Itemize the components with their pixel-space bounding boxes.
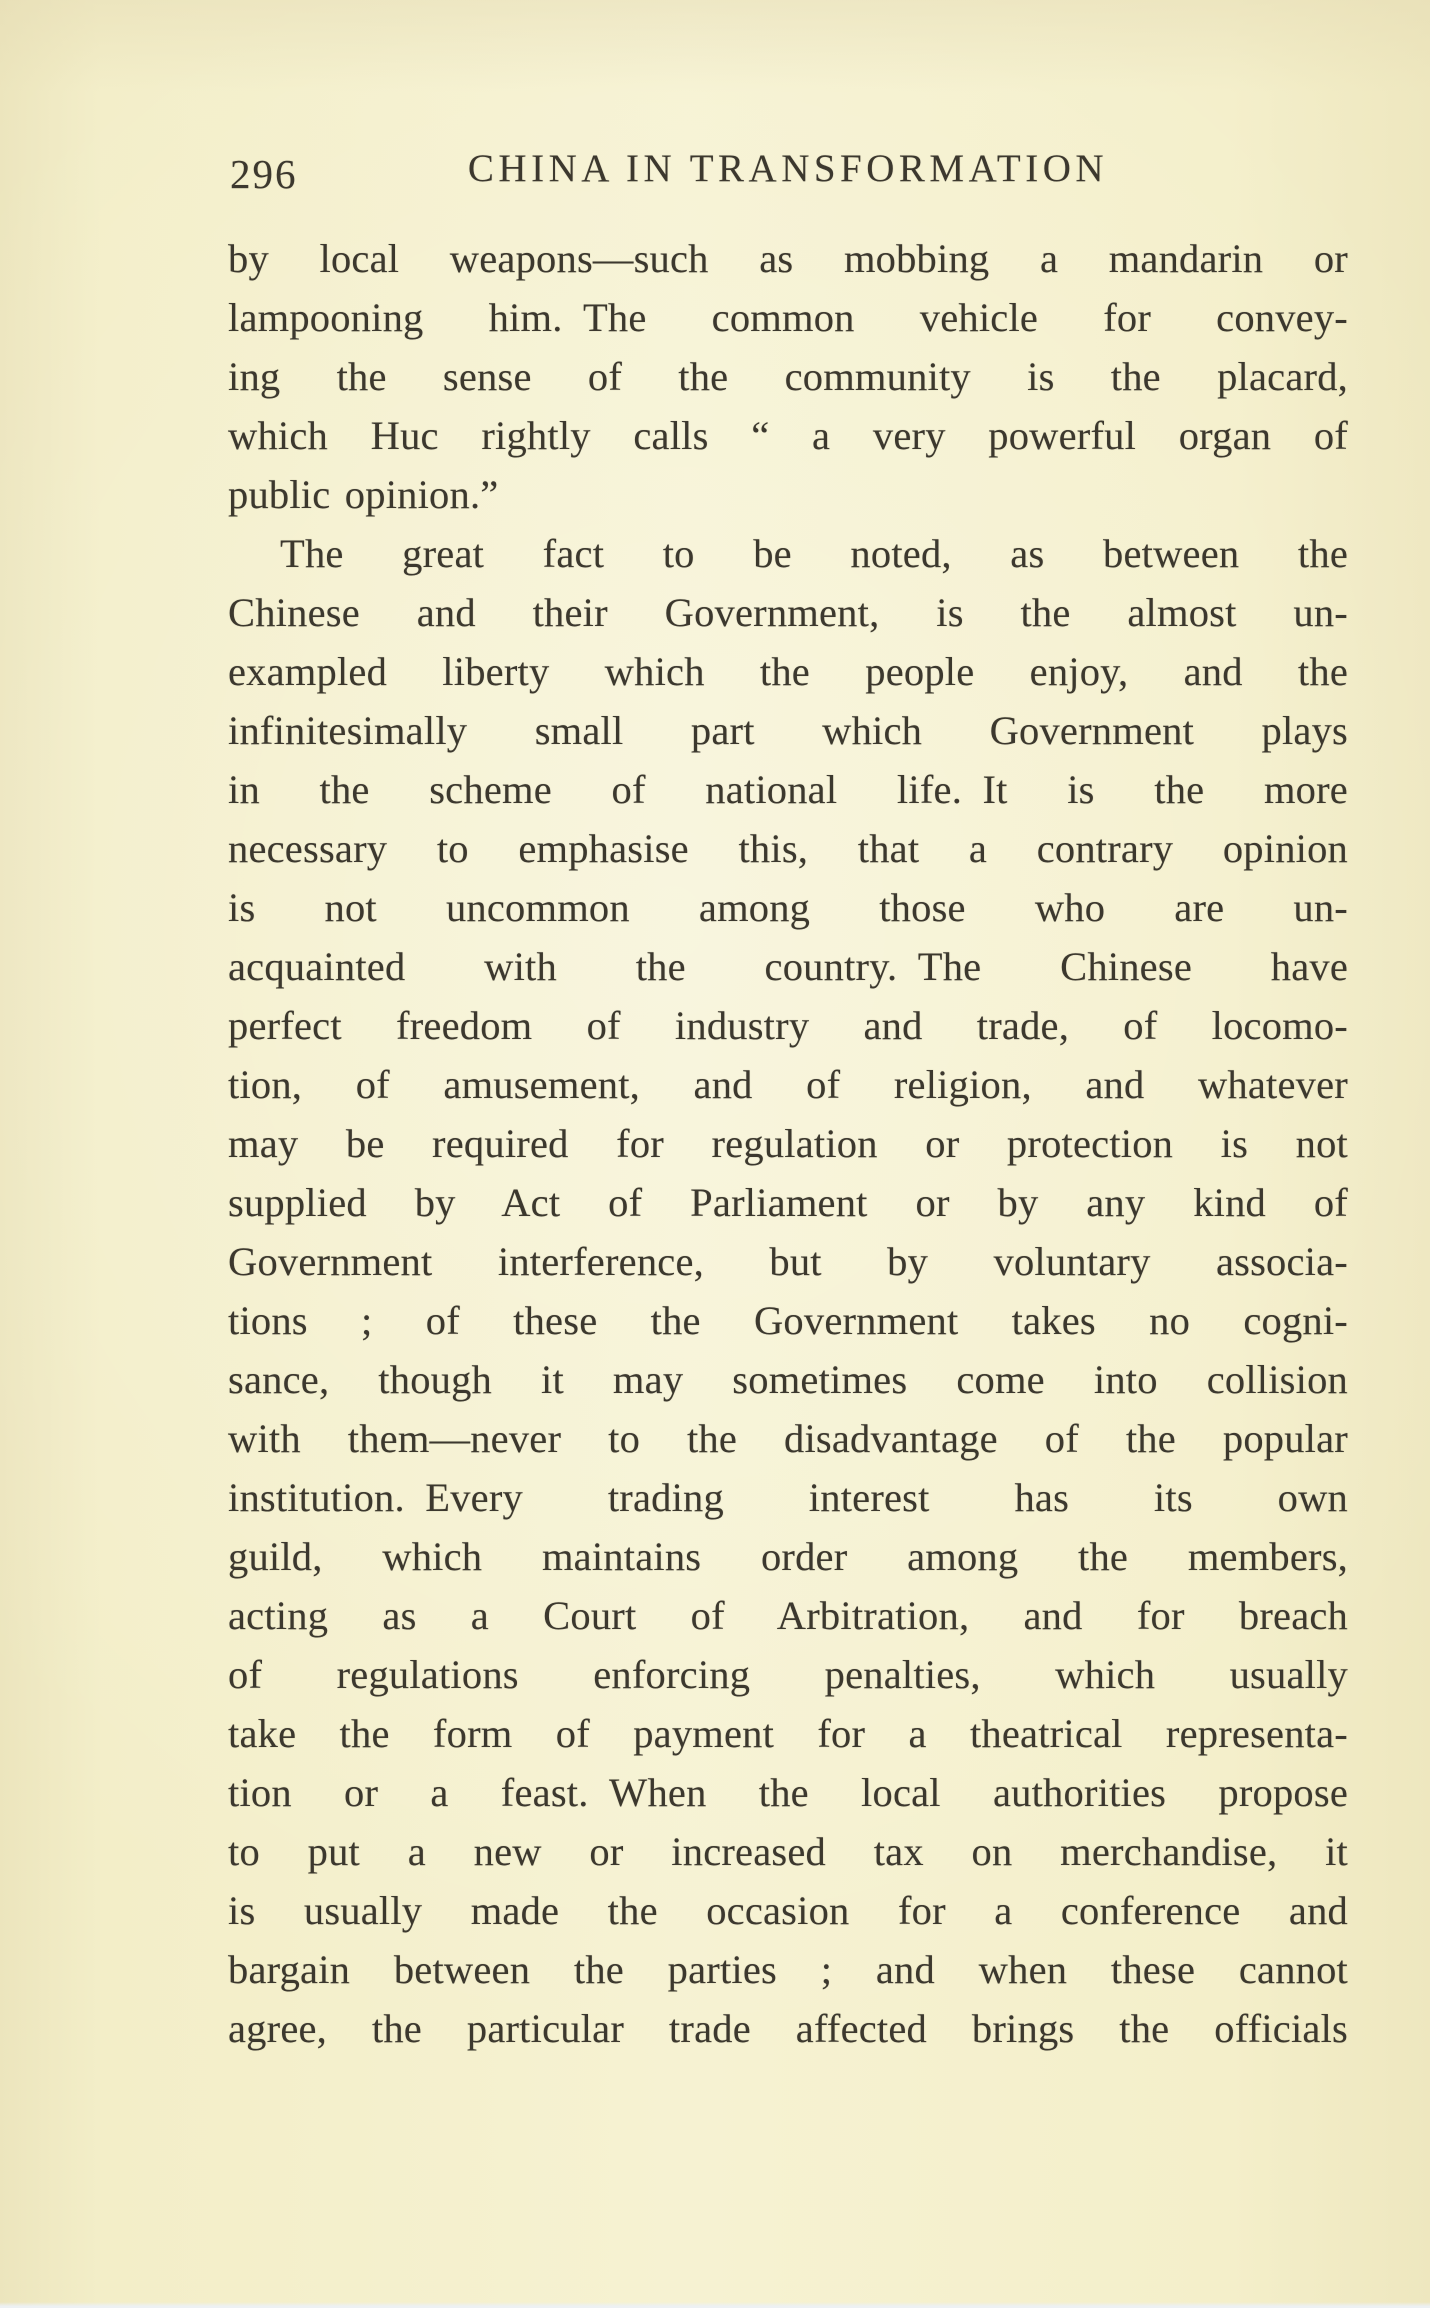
text-line: of regulations enforcing penalties, which usually — [228, 1652, 1348, 1697]
text-line: Government interference, but by voluntary associa- — [228, 1239, 1348, 1284]
text-line: with them—never to the disadvantage of the popular — [228, 1416, 1348, 1461]
text-line: Chinese and their Government, is the almost un- — [228, 590, 1348, 635]
text-line: public opinion.” — [228, 472, 499, 517]
text-line: supplied by Act of Parliament or by any kind of — [228, 1180, 1348, 1225]
text-line: necessary to emphasise this, that a contrary opinion — [228, 826, 1348, 871]
text-line: lampooning him. The common vehicle for convey- — [228, 295, 1348, 340]
running-title: CHINA IN TRANSFORMATION — [467, 147, 1109, 190]
text-line: tion or a feast. When the local authorities propose — [228, 1770, 1348, 1815]
text-line: sance, though it may sometimes come into collision — [228, 1357, 1348, 1402]
text-line: The great fact to be noted, as between the — [280, 531, 1348, 576]
text-line: in the scheme of national life. It is the more — [228, 767, 1348, 812]
text-line: guild, which maintains order among the members, — [228, 1534, 1348, 1579]
text-line: which Huc rightly calls “ a very powerful organ of — [228, 413, 1348, 458]
page-header — [228, 146, 1348, 198]
text-line: may be required for regulation or protection is not — [228, 1121, 1348, 1166]
text-line: by local weapons—such as mobbing a mandarin or — [228, 236, 1348, 281]
page-number: 296 — [230, 151, 298, 197]
text-line: agree, the particular trade affected brings the officials — [228, 2006, 1348, 2051]
text-line: perfect freedom of industry and trade, of locomo- — [228, 1003, 1348, 1048]
text-line: take the form of payment for a theatrical representa- — [228, 1711, 1348, 1756]
text-line: bargain between the parties ; and when these cannot — [228, 1947, 1348, 1992]
text-line: acquainted with the country. The Chinese have — [228, 944, 1348, 989]
text-line: is not uncommon among those who are un- — [228, 885, 1348, 930]
text-line: exampled liberty which the people enjoy, and the — [228, 649, 1348, 694]
text-line: infinitesimally small part which Government plays — [228, 708, 1348, 753]
text-line: is usually made the occasion for a conference and — [228, 1888, 1348, 1933]
text-line: tions ; of these the Government takes no cogni- — [228, 1298, 1348, 1343]
text-line: to put a new or increased tax on merchandise, it — [228, 1829, 1348, 1874]
scan-edge — [0, 2302, 1430, 2308]
body-text — [228, 229, 1348, 2058]
text-line: tion, of amusement, and of religion, and whatever — [228, 1062, 1348, 1107]
text-line: acting as a Court of Arbitration, and for breach — [228, 1593, 1348, 1638]
text-line: institution. Every trading interest has its own — [228, 1475, 1348, 1520]
text-line: ing the sense of the community is the placard, — [228, 354, 1348, 399]
